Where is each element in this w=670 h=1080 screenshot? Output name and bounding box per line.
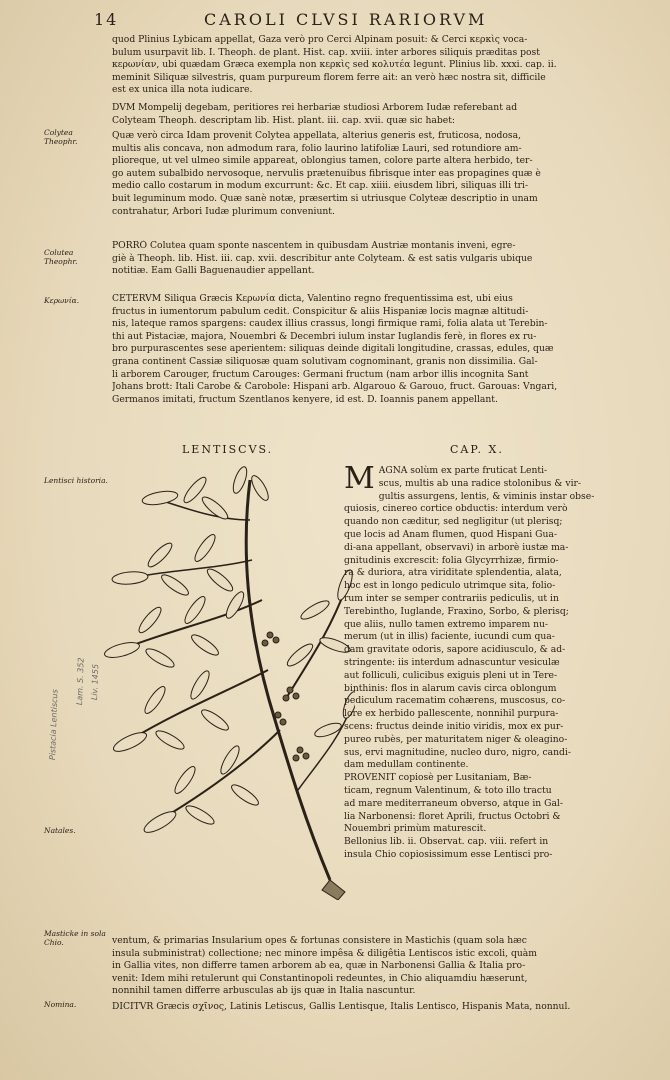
text-line: nonnihil tamen differre arbusculas ab ijs quæ in Italia nascuntur. xyxy=(112,985,416,997)
text-line: nis, lateque ramos spargens: caudex illius crassus, longi firmique rami, folia alata ut Terebin- xyxy=(112,318,548,330)
running-title: CAROLI CLVSI RARIORVM xyxy=(204,10,488,29)
section-title: LENTISCVS. xyxy=(182,443,274,456)
text-line: go autem subalbido nervosoque, nervulis prætenuibus fibrisque inter eas propagines quæ è xyxy=(112,167,541,179)
margin-note-nomina: Nomina. xyxy=(44,1000,77,1009)
paragraph-2 xyxy=(112,102,632,127)
text-line: di-ana appellant, observavi) in arborè iustæ ma- xyxy=(344,541,569,553)
text-line: stringente: iis interdum adnascuntur vesiculæ xyxy=(344,656,560,668)
text-line: dam medullam continente. xyxy=(344,759,469,771)
text-line: meminit Siliquæ silvestris, quam purpureum florem ferre ait: an verò hæc nostra sit, difficile xyxy=(112,71,546,83)
text-line: quiosis, cinereo cortice obductis: interdum verò xyxy=(344,503,568,515)
text-line: ticam, regnum Valentinum, & toto illo tractu xyxy=(344,784,552,796)
text-line: venit: Idem mihi retulerunt qui Constantinopoli redeuntes, in Chio aliquamdiu hæserunt, xyxy=(112,972,528,984)
margin-note-keronia: Κερωνία. xyxy=(44,296,80,305)
text-line: fructus in iumentorum pabulum cedit. Conspicitur & aliis Hispaniæ locis magnæ altitudi- xyxy=(112,305,529,317)
text-line: gnitudinis excrescit: folia Glycyrrhizæ, firmio- xyxy=(344,554,559,566)
text-line: PORRÒ Colutea quam sponte nascentem in quibusdam Austriæ montanis inveni, egre- xyxy=(112,240,516,251)
text-line: ra & duriora, atra viriditate splendentia, alata, xyxy=(344,567,562,579)
text-line: pureo rubès, per maturitatem niger & oleagino- xyxy=(344,733,568,745)
margin-note-colytea: Colytea Theophr. xyxy=(44,128,78,146)
text-line: quando non cæditur, sed negligitur (ut plerisq; xyxy=(344,516,563,528)
text-line: bulum usurpavit lib. I. Theoph. de plant. Hist. cap. xviii. inter arbores siliquis præditas post xyxy=(112,46,540,58)
text-line: aut folliculi, culicibus exiguis pleni ut in Tere- xyxy=(344,669,558,681)
text-line: notitiæ. Eam Galli Baguenaudier appellant. xyxy=(112,265,315,277)
text-line: insula subministrat) collectione; nec minore impêsa & diligêtia Lentiscos istic excoli, quàm xyxy=(112,947,537,959)
margin-note-natales: Natales. xyxy=(44,826,76,835)
text-line: binthinis: flos in alarum cavis circa oblongum xyxy=(344,682,557,694)
text-line: gultis assurgens, lentis, & viminis instar obse- xyxy=(378,490,595,502)
text-line: est ex unica illa nota iudicare. xyxy=(112,84,253,96)
text-line: Colyteam Theoph. descriptam lib. Hist. plant. iii. cap. xvii. quæ sic habet: xyxy=(112,114,455,126)
text-line: grana continent Cassiæ siliquosæ quam solutivam cognominant, granis non dissimilia. Gal- xyxy=(112,355,538,367)
page-number: 14 xyxy=(94,10,119,29)
text-line: Bellonius lib. ii. Observat. cap. viii. refert in xyxy=(344,836,549,848)
text-line: rum inter se semper contrariis pediculis, ut in xyxy=(344,592,559,604)
pencil-note-reference-2: Liv. 1455 xyxy=(90,663,101,701)
text-line: giè à Theoph. lib. Hist. iii. cap. xvii. describitur ante Colyteam. & est satis vulgaris ubique xyxy=(112,252,533,264)
text-line: thi aut Pistaciæ, majora, Nouembri & Decembri iulum instar Iuglandis ferè, in flores ex ru- xyxy=(112,330,537,342)
paragraph-5 xyxy=(112,293,632,406)
lentiscus-woodcut-illustration xyxy=(100,460,355,900)
margin-note-mastiche: Masticke in sola Chio. xyxy=(44,929,106,947)
text-line: PROVENIT copiosè per Lusitaniam, Bæ- xyxy=(344,772,532,784)
nomina-paragraph: DICITVR Græcis σχῖνος, Latinis Letiscus, Gallis Lentisque, Italis Lentisco, Hispanis Mata, nonnul. xyxy=(112,1001,571,1012)
margin-note-colutea: Colutea Theophr. xyxy=(44,248,78,266)
text-line: merum (ut in illis) faciente, iucundi cum qua- xyxy=(344,631,555,643)
paragraph-3 xyxy=(112,130,632,218)
margin-note-lentisci-historia: Lentisci historia. xyxy=(44,476,108,485)
text-line: CETERVM Siliqua Græcis Κερωνία dicta, Valentino regno frequentissima est, ubi eius xyxy=(112,293,513,304)
pencil-note-reference-1: Lam. S. 352 xyxy=(75,657,86,706)
text-line: κερωνίαν, ubi quædam Græca exempla non κερκὶς sed κολυτέα legunt. Plinius lib. xxxi. cap. ii. xyxy=(112,59,557,71)
text-line: Terebintho, Iuglande, Fraxino, Sorbo, & plerisq; xyxy=(344,605,569,617)
text-line: Quæ verò circa Idam provenit Colytea appellata, alterius generis est, fruticosa, nodosa, xyxy=(112,130,522,141)
text-line: li arborem Carouger, fructum Carouges: Germani fructum (nam arbor illis incognita Sant xyxy=(112,368,529,380)
text-line: que locis ad Anam flumen, quod Hispani Gua- xyxy=(344,528,558,540)
text-line: Germanos imitati, fructum Szentlanos kenyere, id est. D. Ioannis panem appellant. xyxy=(112,393,498,405)
dropcap-letter: M xyxy=(344,461,375,496)
text-line: ad mare mediterraneum obverso, atque in Gal- xyxy=(344,797,563,809)
pencil-note-species: Pistacia Lentiscus xyxy=(48,689,60,761)
right-column-text xyxy=(344,461,632,862)
text-line: insula Chio copiosissimum esse Lentisci pro- xyxy=(344,848,553,860)
text-line: multis alis concava, non admodum rara, folio laurino latifoliæ Lauri, sed rotundiore am- xyxy=(112,142,522,154)
text-line: buit leguminum modo. Quæ sanè notæ, præsertim si utriusque Colyteæ descriptio in unam xyxy=(112,192,538,204)
text-line: bro purpurascentes sese aperientem: siliquas deinde digitali longitudine, crassas, edules, quæ xyxy=(112,343,554,355)
text-line: scus, multis ab una radice stolonibus & vir- xyxy=(378,477,582,489)
chapter-number: CAP. X. xyxy=(450,443,504,456)
text-line: pediculum racematim cohærens, muscosus, co- xyxy=(344,695,566,707)
text-line: in Gallia vites, non differre tamen arborem ab ea, quæ in Narbonensi Gallia & Italia pro- xyxy=(112,960,526,972)
text-line: plioreque, ut vel ulmeo simile appareat, oblongius tamen, colore parte altera herbido, ter- xyxy=(112,155,533,167)
text-line: scens: fructus deinde initio viridis, mox ex pur- xyxy=(344,720,564,732)
text-line: que aliis, nullo tamen extremo imparem nu- xyxy=(344,618,549,630)
text-line: DVM Mompelij degebam, peritiores rei herbariæ studiosi Arborem Iudæ referebant ad xyxy=(112,102,518,113)
paragraph-4 xyxy=(112,240,632,278)
text-line: lia Narbonensi: floret Aprili, fructus Octobri & xyxy=(344,810,561,822)
text-line: lore ex herbido pallescente, nonnihil purpura- xyxy=(344,708,559,720)
text-line: contrahatur, Arbori Iudæ plurimum conveniunt. xyxy=(112,205,335,217)
text-line: hoc est in longo pediculo utrimque sita, folio- xyxy=(344,580,556,592)
text-line: quod Plinius Lybicam appellat, Gaza verò pro Cerci Alpinam posuit: & Cerci κερκὶς voca- xyxy=(112,34,528,45)
text-line: Nouembri primùm maturescit. xyxy=(344,823,487,835)
text-line: medio callo costarum in modum excurrunt: &c. Et cap. xiiii. eiusdem libri, siliquas illi tri- xyxy=(112,180,529,192)
page-header xyxy=(94,10,634,32)
text-line: ventum, & primarias Insularium opes & fortunas consistere in Mastichis (quam sola hæc xyxy=(112,935,527,946)
text-line: dam gravitate odoris, sapore acidiusculo, & ad- xyxy=(344,644,566,656)
paragraph-1 xyxy=(112,34,632,97)
text-line: AGNA solùm ex parte fruticat Lenti- xyxy=(378,465,548,476)
paragraph-6 xyxy=(112,935,632,998)
text-line: Johans brott: Itali Carobe & Carobole: Hispani arb. Algarouo & Garouo, fruct. Garouas: Vngari, xyxy=(112,381,558,393)
text-line: sus, ervi magnitudine, nucleo duro, nigro, candi- xyxy=(344,746,571,758)
